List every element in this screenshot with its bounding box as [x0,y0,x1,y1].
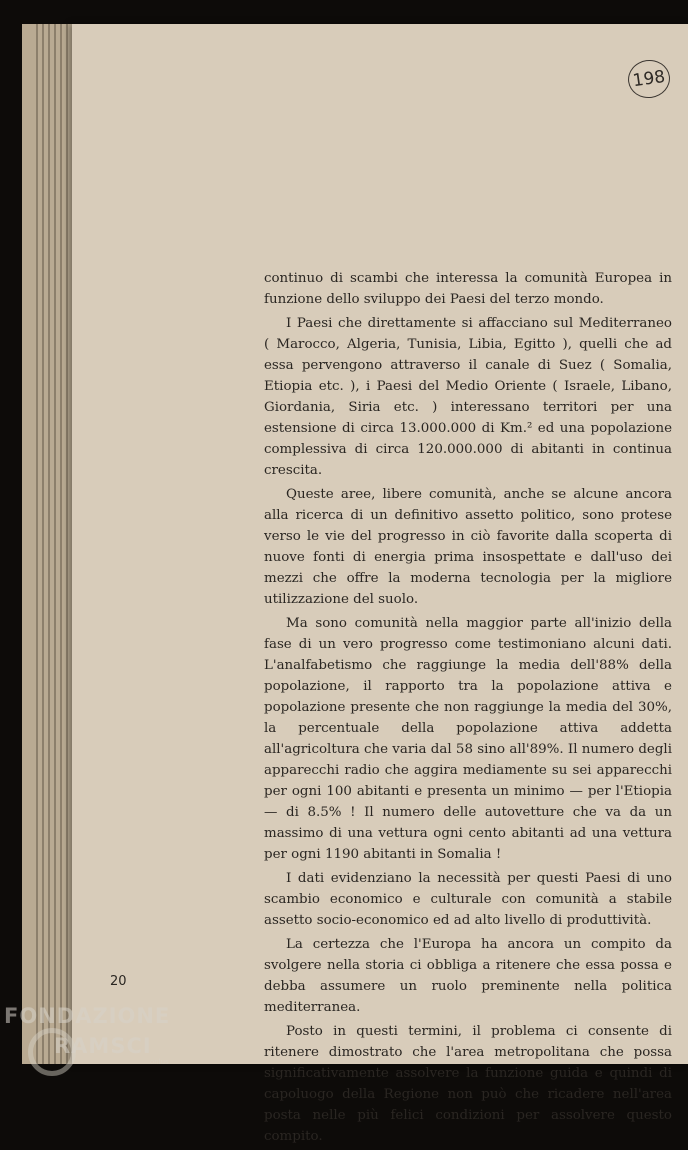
page-edge [66,24,68,1064]
folio-stamp: 198 [626,57,673,100]
page-edge [60,24,62,1064]
page-edge [54,24,56,1064]
paragraph: Ma sono comunità nella maggior parte all'inizio della fase di un vero progresso come testimoniano alcuni dati. L'analfabetismo che raggiunge la media dell'88% della popolazione, il rapporto tra la popolazione attiva e popolazione presente che non raggiunge la media del 30%, la percentuale della popolazione attiva addetta all'agricoltura che varia dal 58 sino all'89%. Il numero degli apparecchi radio che aggira mediamente su sei apparecchi per ogni 100 abitanti e presenta un minimo — per l'Etiopia — di 8.5% ! Il numero delle autovetture che va da un massimo di una vettura ogni cento abitanti ad una vettura per ogni 1190 abitanti in Somalia ! [264,616,672,862]
watermark-line2: RAMSCI [54,1034,152,1058]
paragraph: continuo di scambi che interessa la comunità Europea in funzione dello sviluppo dei Paesi del terzo mondo. [264,271,672,307]
paragraph: La certezza che l'Europa ha ancora un compito da svolgere nella storia ci obbliga a ritenere che essa possa e debba assumere un ruolo preminente nella politica mediterranea. [264,937,672,1015]
paragraph: Queste aree, libere comunità, anche se alcune ancora alla ricerca di un definitivo assetto politico, sono protese verso le vie del progresso in ciò favorite dalla scoperta di nuove fonti di energia prima insospettate e dall'uso dei mezzi che offre la moderna tecnologia per la migliore utilizzazione del suolo. [264,487,672,607]
watermark-sub: onlus [150,1058,169,1066]
watermark-logo [4,1004,204,1074]
page-edge [36,24,38,1064]
paragraph: Posto in questi termini, il problema ci consente di ritenere dimostrato che l'area metropolitana che possa significativamente assolvere la funzione guida e quindi di capoluogo della Regione non può che ricadere nell'area posta nelle più felici condizioni per assolvere questo compito. [264,1024,672,1144]
body-text [264,268,672,1150]
paragraph: I dati evidenziano la necessità per questi Paesi di uno scambio economico e culturale con comunità a stabile assetto socio-economico ed ad alto livello di produttività. [264,871,672,928]
document-page [72,24,688,1144]
page-edge [48,24,50,1064]
page-number: 20 [110,974,127,989]
paragraph: I Paesi che direttamente si affacciano sul Mediterraneo ( Marocco, Algeria, Tunisia, Libia, Egitto ), quelli che ad essa pervengono attraverso il canale di Suez ( Somalia, Etiopia etc. ), i Paesi del Medio Oriente ( Israele, Libano, Giordania, Siria etc. ) interessano territori per una estensione di circa 13.000.000 di Km.² ed una popolazione complessiva di circa 120.000.000 di abitanti in continua crescita. [264,316,672,478]
watermark-line1: FONDAZIONE [4,1004,171,1028]
page-edge [42,24,44,1064]
